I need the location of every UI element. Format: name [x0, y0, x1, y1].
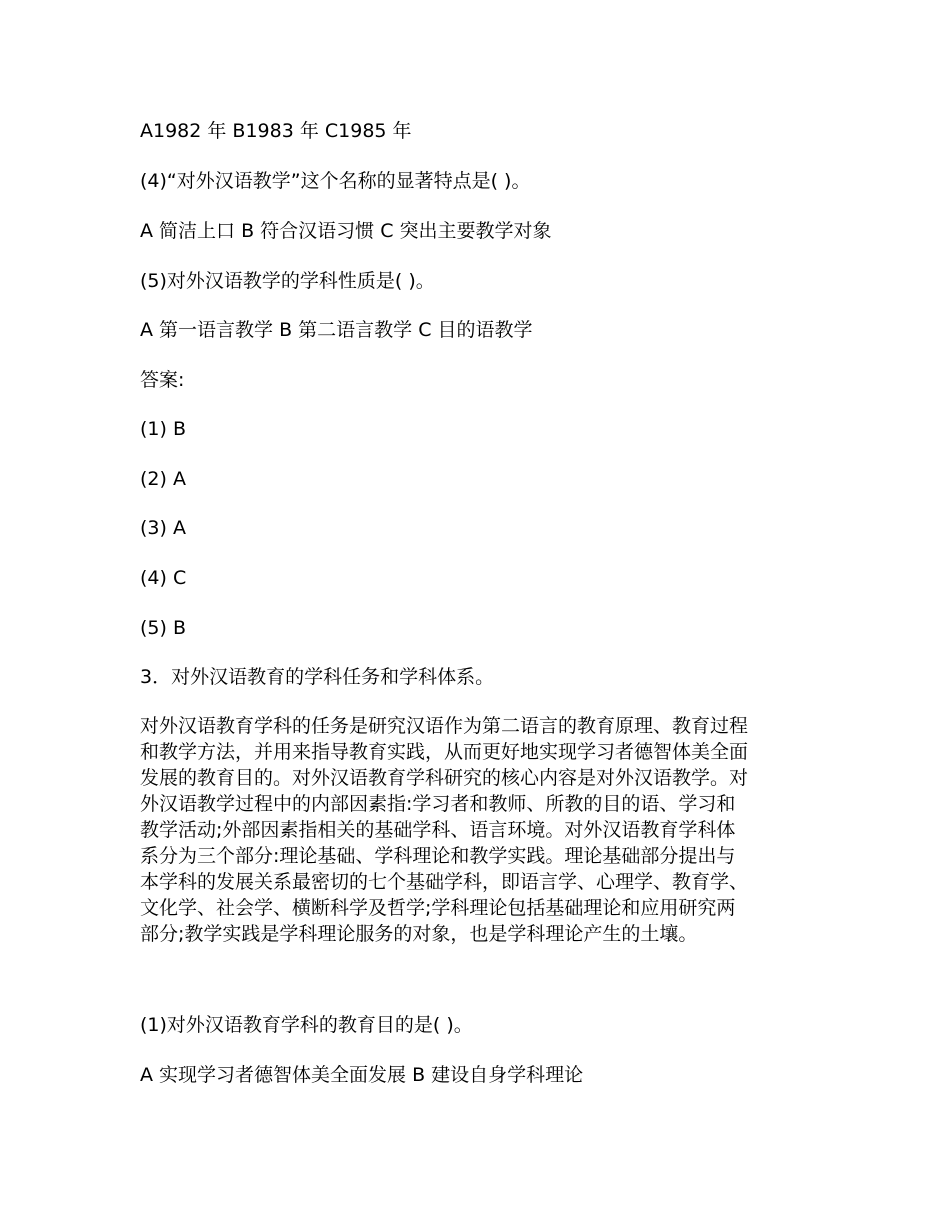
paragraph-line: 和教学方法，并用来指导教育实践，从而更好地实现学习者德智体美全面: [140, 741, 749, 763]
paragraph-line: 对外汉语教育学科的任务是研究汉语作为第二语言的教育原理、教育过程: [140, 715, 749, 737]
question-1-options: A 实现学习者德智体美全面发展 B 建设自身学科理论: [140, 1064, 584, 1086]
body-paragraph: [140, 713, 812, 947]
paragraph-line: 本学科的发展关系最密切的七个基础学科，即语言学、心理学、教育学、: [140, 871, 749, 893]
options-year: A1982 年 B1983 年 C1985 年: [140, 120, 412, 142]
paragraph-line: 文化学、社会学、横断科学及哲学;学科理论包括基础理论和应用研究两: [140, 897, 736, 919]
paragraph-line: 部分;教学实践是学科理论服务的对象，也是学科理论产生的土壤。: [140, 923, 698, 945]
answer-5: (5) B: [140, 617, 186, 639]
answer-2: (2) A: [140, 468, 186, 490]
paragraph-line: 外汉语教学过程中的内部因素指:学习者和教师、所教的目的语、学习和: [140, 793, 736, 815]
question-4-options: A 简洁上口 B 符合汉语习惯 C 突出主要教学对象: [140, 220, 552, 242]
answer-4: (4) C: [140, 567, 187, 589]
paragraph-line: 教学活动;外部因素指相关的基础学科、语言环境。对外汉语教育学科体: [140, 819, 736, 841]
question-4-stem: (4)“对外汉语教学”这个名称的显著特点是( )。: [140, 170, 531, 192]
paragraph-line: 系分为三个部分:理论基础、学科理论和教学实践。理论基础部分提出与: [140, 845, 736, 867]
answer-label: 答案:: [140, 369, 185, 391]
answer-3: (3) A: [140, 517, 186, 539]
question-1-stem: (1)对外汉语教育学科的教育目的是( )。: [140, 1014, 473, 1036]
section-heading: 3．对外汉语教育的学科任务和学科体系。: [140, 666, 495, 688]
question-5-options: A 第一语言教学 B 第二语言教学 C 目的语教学: [140, 319, 533, 341]
question-5-stem: (5)对外汉语教学的学科性质是( )。: [140, 270, 435, 292]
answer-1: (1) B: [140, 418, 186, 440]
paragraph-line: 发展的教育目的。对外汉语教育学科研究的核心内容是对外汉语教学。对: [140, 767, 749, 789]
